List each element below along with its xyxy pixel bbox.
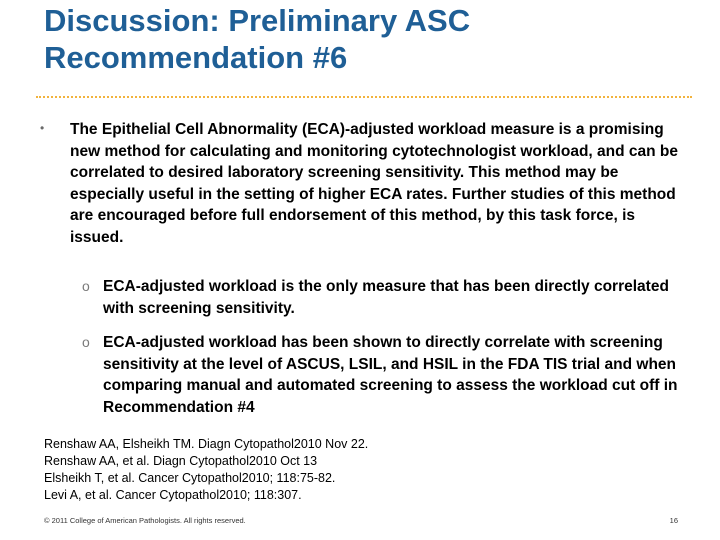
main-bullet-text: The Epithelial Cell Abnormality (ECA)-adjusted workload measure is a promising new method for calculating and monitoring cytotechnologist workload, and can be correlated to desired laboratory screening sensitivity. This method may be especially useful in the setting of higher ECA rates. Further studies of this method are encouraged before full endorsement of this method, by this task force, is issued.	[70, 121, 678, 246]
reference-item: Renshaw AA, et al. Diagn Cytopathol2010 Oct 13	[44, 454, 318, 468]
sub-bullet-marker: o	[82, 278, 90, 294]
title-divider	[36, 96, 692, 98]
references	[44, 436, 684, 504]
slide-title: Discussion: Preliminary ASC Recommendation #6	[44, 3, 471, 75]
copyright-footer: © 2011 College of American Pathologists. All rights reserved.	[44, 516, 246, 525]
sub-bullet-text-2: ECA-adjusted workload has been shown to directly correlate with screening sensitivity at the level of ASCUS, LSIL, and HSIL in the FDA TIS trial and when comparing manual and automated screening to assess the workload cut off in Recommendation #4	[103, 334, 678, 416]
sub-bullet-marker: o	[82, 334, 90, 350]
reference-item: Renshaw AA, Elsheikh TM. Diagn Cytopathol2010 Nov 22.	[44, 437, 369, 451]
reference-item: Levi A, et al. Cancer Cytopathol2010; 118:307.	[44, 488, 302, 502]
bullet-marker: •	[40, 121, 45, 135]
sub-bullet-text-1: ECA-adjusted workload is the only measure that has been directly correlated with screening sensitivity.	[103, 278, 669, 317]
page-number: 16	[669, 516, 678, 525]
reference-item: Elsheikh T, et al. Cancer Cytopathol2010; 118:75-82.	[44, 471, 336, 485]
